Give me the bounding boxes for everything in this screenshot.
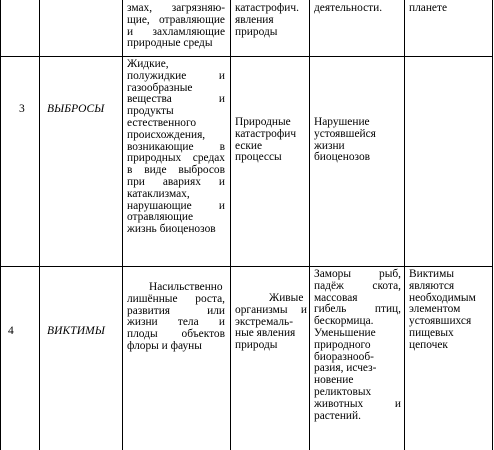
row2-col3-line: вещества и [127, 93, 225, 106]
row2-col5-line: устоявшейся [314, 127, 376, 140]
row2-col5-text [314, 117, 402, 164]
row1-col3-line: змах, загрязняю- [127, 2, 225, 14]
grid-line-v6 [404, 0, 405, 450]
row3-col5-line: Уменьшение [314, 326, 376, 339]
row2-col4-line: еские [235, 139, 263, 152]
row2-col3-line: природных средах [127, 152, 225, 165]
row2-col3-line: полужидкие и [127, 69, 225, 82]
row2-col4-line: катастрофич [235, 127, 297, 140]
row1-col4-line: природы [235, 25, 278, 38]
row1-col4-text [235, 3, 307, 38]
row2-number: 3 [19, 103, 25, 115]
grid-line-v3 [122, 0, 123, 450]
row3-col4-line: природы [235, 339, 278, 352]
row2-col4-line: Природные [235, 116, 291, 128]
row3-col3-line: жизни тела и [127, 316, 225, 329]
row3-col3-line: лишённые роста, [127, 292, 225, 305]
grid-line-v7 [492, 0, 493, 450]
row3-col6-line: устоявшихся [409, 315, 472, 328]
row2-col3-line: продукты [127, 105, 174, 118]
row3-col4-line: ные явления [235, 327, 296, 340]
row2-col3-line: газообразные [127, 81, 193, 94]
row1-col4-line: катастрофич. [235, 2, 299, 14]
row1-col3-line: и захламляющие [127, 25, 225, 38]
row1-col3-line: щие, отравляющие [127, 13, 225, 26]
row2-col3-text [127, 59, 225, 236]
row3-col3-line: Насильственно [149, 281, 223, 293]
row3-col4-line: экстремаль- [235, 315, 294, 328]
row3-col5-line: растений. [314, 409, 361, 422]
row3-col3-line: флоры и фауны [127, 339, 202, 352]
row2-col5-line: жизни [314, 139, 345, 152]
row1-col3-line: природные среды [127, 37, 213, 50]
row3-col3-line: плоды объектов [127, 328, 225, 341]
grid-line-h1 [0, 56, 493, 57]
row3-col5-line: природного [314, 338, 371, 351]
row3-col5-line: бескормица. [314, 315, 374, 328]
row2-col3-line: естественного [127, 116, 197, 129]
row2-col5-line: Нарушение [314, 116, 370, 128]
row2-col3-line: катаклизмах, [127, 187, 190, 200]
row3-col5-line: новение [314, 374, 354, 387]
row2-col3-line: жизнь биоценозов [127, 223, 216, 236]
grid-line-v4 [230, 0, 231, 450]
grid-line-v1 [0, 0, 1, 450]
row3-col6-line: Виктимы [409, 268, 455, 280]
row1-col6-line: планете [409, 2, 448, 14]
row1-col5-text [314, 3, 402, 15]
row2-col3-line: возникающие в [127, 140, 225, 153]
row3-category: ВИКТИМЫ [47, 325, 105, 337]
row3-col6-line: пищевых [409, 326, 454, 339]
row3-col5-text [314, 269, 401, 422]
grid-line-v2 [39, 0, 40, 450]
row3-col6-line: цепочек [409, 338, 448, 351]
row3-col6-text [409, 269, 491, 352]
row3-col5-line: массовая [314, 291, 358, 304]
row3-col5-line: биоразнооб- [314, 350, 374, 363]
row3-col4-line: организмы и [235, 303, 307, 316]
row2-col3-line: Жидкие, [127, 58, 169, 70]
row1-col6-text [409, 3, 491, 15]
row3-col5-line: реликтовых [314, 385, 372, 398]
row3-col3-text [127, 282, 225, 353]
grid-line-v5 [309, 0, 310, 450]
row3-col3-line: развития или [127, 304, 225, 317]
row2-col3-line: при авариях и [127, 175, 225, 188]
row2-col5-line: биоценозов [314, 151, 371, 164]
row3-col5-line: животных и [314, 397, 401, 410]
row1-col3-text [127, 3, 225, 50]
row3-col4-text [235, 293, 307, 352]
row3-col5-line: разия, исчез- [314, 362, 377, 375]
row2-col4-line: процессы [235, 151, 282, 164]
row3-number: 4 [8, 325, 14, 337]
row3-col5-line: падёж скота, [314, 279, 401, 292]
row1-col5-line: деятельности. [314, 2, 383, 14]
row2-col3-line: нарушающие и [127, 199, 225, 212]
row2-col3-line: происхождения, [127, 128, 206, 141]
row2-category: ВЫБРОСЫ [47, 103, 105, 115]
row3-col6-line: необходимым [409, 291, 476, 304]
row3-col6-line: элементом [409, 303, 461, 316]
row1-col4-line: явления [235, 13, 274, 26]
row2-col3-line: отравляющие [127, 211, 193, 224]
row3-col5-line: Заморы рыб, [314, 268, 401, 280]
row2-col3-line: в виде выбросов [127, 164, 225, 177]
grid-line-h2 [0, 266, 493, 267]
row2-col4-text [235, 117, 307, 164]
row3-col6-line: являются [409, 279, 455, 292]
row3-col5-line: гибель птиц, [314, 303, 401, 316]
row3-col4-line: Живые [269, 292, 304, 304]
